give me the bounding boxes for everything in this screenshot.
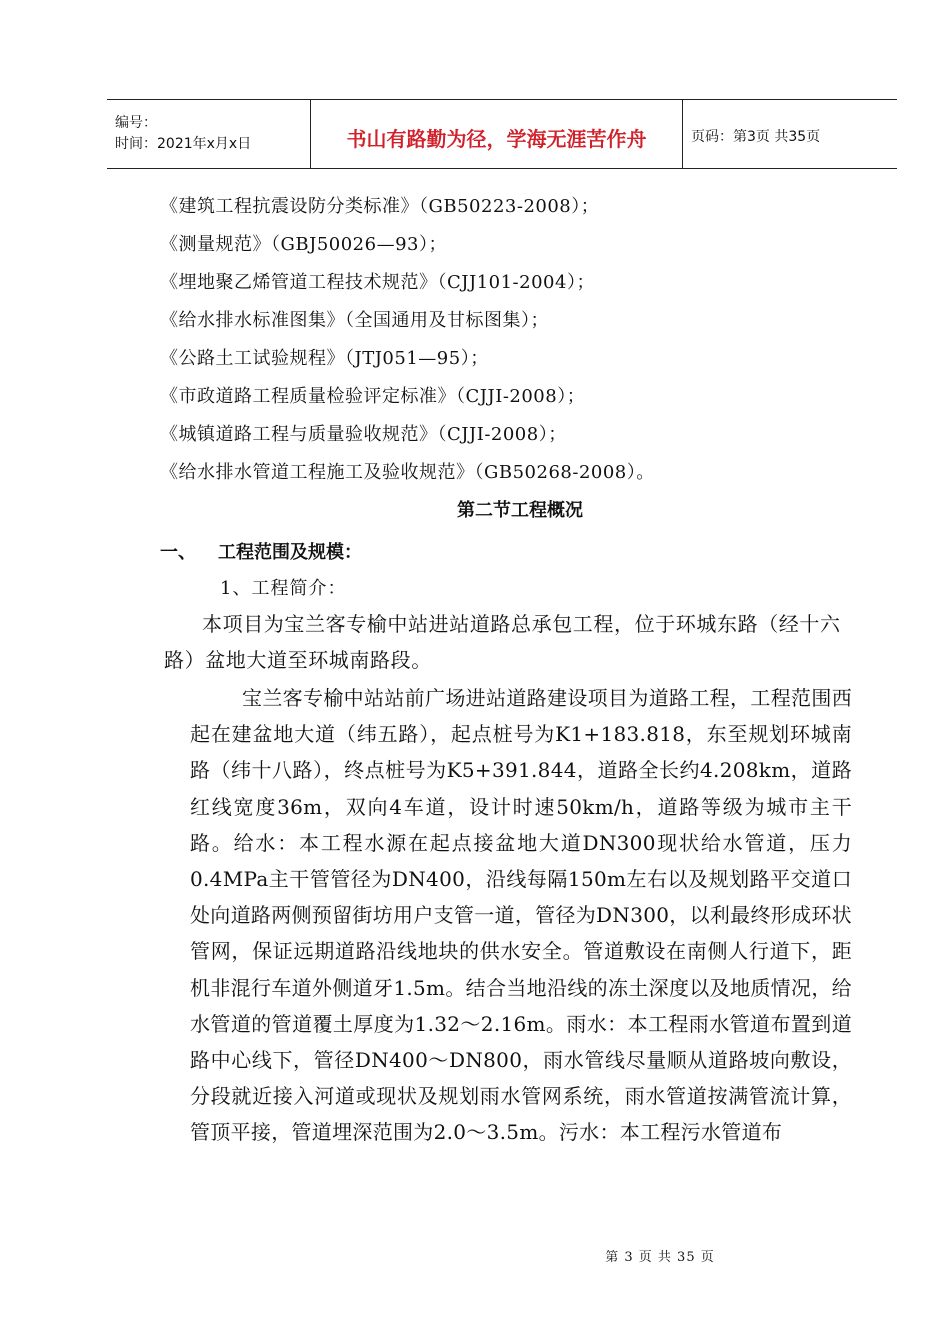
reference-item: 《埋地聚乙烯管道工程技术规范》（CJJ101-2004）； bbox=[160, 272, 595, 293]
subsection-title: 工程范围及规模： bbox=[218, 542, 362, 563]
paragraph-overview: 本项目为宝兰客专榆中站进站道路总承包工程，位于环城东路（经十六路）盆地大道至环城南路段。 bbox=[164, 612, 841, 672]
reference-item: 《公路土工试验规程》（JTJ051—95）； bbox=[160, 348, 489, 369]
reference-item: 《测量规范》（GBJ50026—93）； bbox=[160, 234, 447, 255]
page-footer: 第 3 页 共 35 页 bbox=[605, 1250, 715, 1265]
paragraph-details: 宝兰客专榆中站站前广场进站道路建设项目为道路工程，工程范围西起在建盆地大道（纬五路），起点桩号为K1+183.818，东至规划环城南路（纬十八路），终点桩号为K5+391.844，道路全长约4.208km，道路红线宽度36m，双向4车道，设计时速50km/h，道路等级为城市主干路。给水：本工程水源在起点接盆地大道DN300现状给水管道，压力0.4MPa主干管管径为DN400，沿线每隔150m左右以及规划路平交道口处向道路两侧预留街坊用户支管一道，管径为DN300，以利最终形成环状管网，保证远期道路沿线地块的供水安全。管道敷设在南侧人行道下，距机非混行车道外侧道牙1.5m。结合当地沿线的冻土深度以及地质情况，给水管道的管道覆土厚度为1.32～2.16m。雨水：本工程雨水管道布置到道路中心线下，管径DN400～DN800，雨水管线尽量顺从道路坡向敷设，分段就近接入河道或现状及规划雨水管网系统，雨水管道按满管流计算，管顶平接，管道埋深范围为2.0～3.5m。污水：本工程污水管道布 bbox=[190, 686, 852, 1145]
time-label: 时间：2021年x月x日 bbox=[115, 136, 252, 152]
reference-item: 《城镇道路工程与质量验收规范》（CJJI-2008）； bbox=[160, 424, 567, 445]
reference-item: 《给水排水管道工程施工及验收规范》（GB50268-2008）。 bbox=[160, 462, 655, 483]
reference-item: 《市政道路工程质量检验评定标准》（CJJI-2008）； bbox=[160, 386, 586, 407]
reference-item: 《给水排水标准图集》（全国通用及甘标图集）； bbox=[160, 310, 549, 331]
number-label: 编号： bbox=[115, 115, 157, 131]
header-motto: 书山有路勤为径，学海无涯苦作舟 bbox=[311, 100, 683, 168]
section-title: 第二节工程概况 bbox=[457, 500, 583, 521]
header-meta bbox=[107, 100, 311, 168]
header-page-info: 页码：第3页 共35页 bbox=[691, 129, 821, 145]
reference-item: 《建筑工程抗震设防分类标准》（GB50223-2008）； bbox=[160, 196, 600, 217]
page-header bbox=[107, 99, 897, 169]
subsection-number: 一、 bbox=[160, 542, 196, 563]
intro-label: 1、工程简介： bbox=[220, 578, 347, 599]
